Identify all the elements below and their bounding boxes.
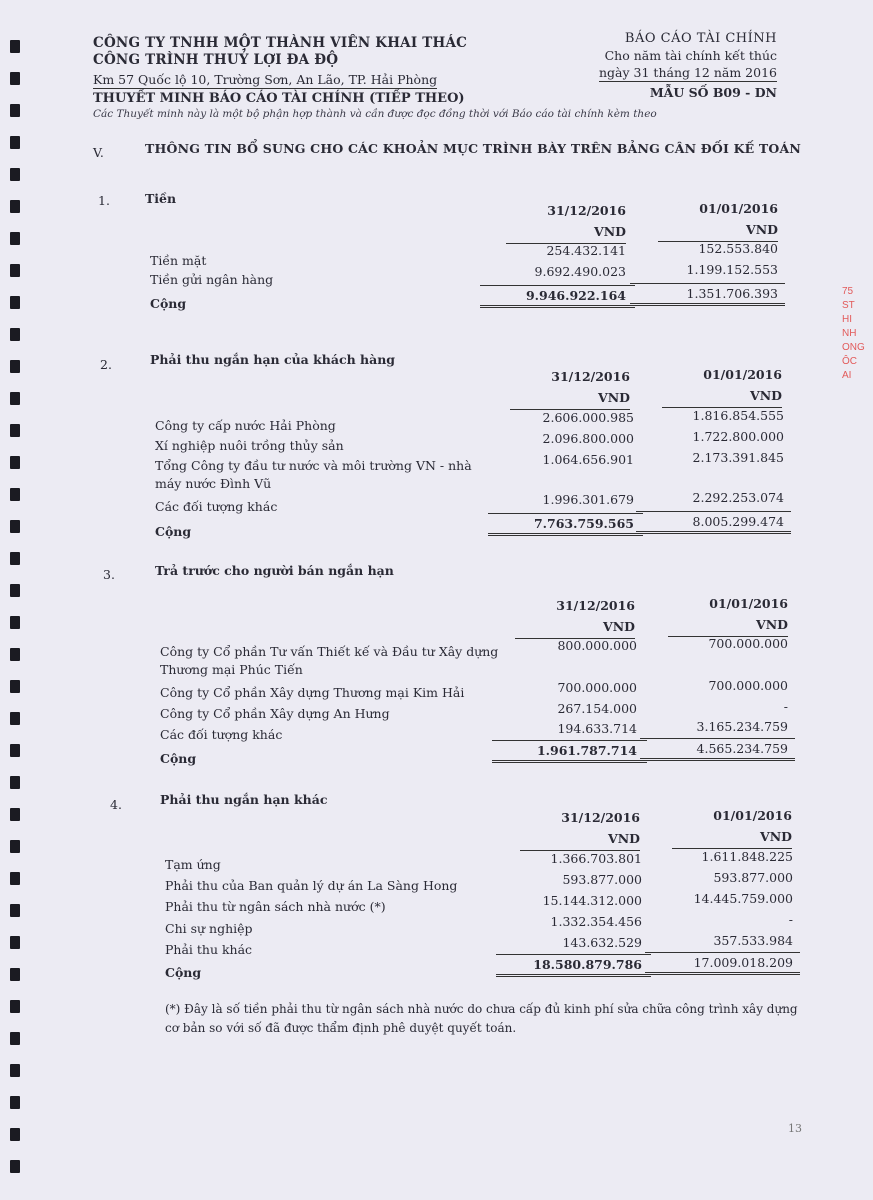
table-number: 1.: [98, 193, 110, 208]
total-label: Cộng: [160, 751, 197, 766]
table-cell-prior: 1.816.854.555: [692, 408, 784, 423]
column-header-current: [510, 366, 630, 410]
binding-hole: [10, 392, 20, 405]
current-date: 31/12/2016: [551, 369, 630, 384]
table-title: Phải thu ngắn hạn của khách hàng: [150, 352, 396, 367]
red-stamp-fragment: [842, 285, 873, 445]
table-cell-prior: 700.000.000: [708, 678, 788, 693]
table-row-label: Phải thu từ ngân sách nhà nước (*): [165, 899, 386, 914]
spiral-binding: [0, 0, 40, 1200]
stamp-text: ST: [842, 300, 855, 311]
binding-hole: [10, 1128, 20, 1141]
binding-hole: [10, 488, 20, 501]
table-row-label: Tiền mặt: [150, 253, 207, 268]
binding-hole: [10, 1096, 20, 1109]
subtotal-line: [640, 738, 795, 739]
currency-label: VND: [668, 614, 788, 637]
table-cell-prior: 2.292.253.074: [692, 490, 784, 505]
total-double-line: [496, 974, 651, 977]
binding-hole: [10, 1032, 20, 1045]
company-address: Km 57 Quốc lộ 10, Trường Sơn, An Lão, TP. Hải Phòng: [93, 72, 438, 87]
report-title: BÁO CÁO TÀI CHÍNH: [624, 31, 777, 46]
binding-hole: [10, 200, 20, 213]
prior-date: 01/01/2016: [703, 367, 782, 382]
table-row-label: Công ty cấp nước Hải Phòng: [155, 418, 336, 433]
total-double-line: [636, 531, 791, 534]
table-cell-current: 2.606.000.985: [542, 410, 634, 425]
table-cell-current: 1.064.656.901: [542, 452, 634, 467]
binding-hole: [10, 1160, 20, 1173]
table-row-label: Phải thu khác: [165, 942, 253, 957]
binding-hole: [10, 840, 20, 853]
currency-label: VND: [506, 221, 626, 244]
total-prior: 4.565.234.759: [696, 741, 788, 756]
current-date: 31/12/2016: [547, 203, 626, 218]
total-double-line: [640, 758, 795, 761]
binding-hole: [10, 968, 20, 981]
total-label: Cộng: [165, 965, 202, 980]
header-note: Các Thuyết minh này là một bộ phận hợp thành và cần được đọc đồng thời với Báo cáo tài chính kèm theo: [93, 108, 657, 120]
table-cell-prior: 3.165.234.759: [696, 719, 788, 734]
currency-label: VND: [662, 385, 782, 408]
table-row-label: Công ty Cổ phần Tư vấn Thiết kế và Đầu tư Xây dựng Thương mại Phúc Tiến: [160, 644, 499, 677]
binding-hole: [10, 584, 20, 597]
table-cell-prior: 357.533.984: [713, 933, 793, 948]
table-cell-current: 800.000.000: [557, 638, 637, 653]
column-header-prior: [668, 593, 788, 637]
subtotal-line: [630, 283, 785, 284]
column-header-prior: [662, 364, 782, 408]
page-subtitle: THUYẾT MINH BÁO CÁO TÀI CHÍNH (TIẾP THEO): [93, 91, 465, 106]
table-cell-prior: 14.445.759.000: [693, 891, 793, 906]
table-number: 4.: [110, 797, 122, 812]
table-row-label: Tiền gửi ngân hàng: [150, 272, 274, 287]
binding-hole: [10, 72, 20, 85]
binding-hole: [10, 232, 20, 245]
binding-hole: [10, 456, 20, 469]
total-double-line: [492, 760, 647, 763]
stamp-text: 75: [842, 286, 854, 297]
table-number: 2.: [100, 357, 112, 372]
table-cell-current: 593.877.000: [562, 872, 642, 887]
currency-label: VND: [672, 826, 792, 849]
currency-label: VND: [515, 616, 635, 639]
period-line2: ngày 31 tháng 12 năm 2016: [599, 65, 777, 80]
binding-hole: [10, 872, 20, 885]
company-name-line1: CÔNG TY TNHH MỘT THÀNH VIÊN KHAI THÁC: [93, 35, 468, 51]
table-cell-current: 1.366.703.801: [550, 851, 642, 866]
total-current: 7.763.759.565: [533, 516, 634, 531]
company-name: [93, 35, 467, 69]
binding-hole: [10, 296, 20, 309]
total-prior: 1.351.706.393: [686, 286, 778, 301]
currency-label: VND: [520, 828, 640, 851]
binding-hole: [10, 520, 20, 533]
binding-hole: [10, 680, 20, 693]
table-row-label: Tạm ứng: [165, 857, 221, 872]
table-title: Phải thu ngắn hạn khác: [160, 792, 328, 807]
stamp-text: NH: [842, 328, 857, 339]
stamp-text: ONG: [842, 342, 865, 353]
total-prior: 8.005.299.474: [692, 514, 784, 529]
binding-hole: [10, 616, 20, 629]
table-number: 3.: [103, 567, 115, 582]
binding-hole: [10, 904, 20, 917]
table-row-label: Công ty Cổ phần Xây dựng Thương mại Kim Hải: [160, 685, 465, 700]
total-double-line: [488, 533, 643, 536]
table-cell-current: 9.692.490.023: [534, 264, 626, 279]
currency-label: VND: [658, 219, 778, 242]
total-double-line: [630, 303, 785, 306]
binding-hole: [10, 552, 20, 565]
binding-hole: [10, 168, 20, 181]
binding-hole: [10, 808, 20, 821]
binding-hole: [10, 136, 20, 149]
binding-hole: [10, 424, 20, 437]
subtotal-line: [488, 513, 643, 514]
table-cell-current: 15.144.312.000: [542, 893, 642, 908]
table-row-label: Các đối tượng khác: [160, 727, 283, 742]
subtotal-line: [492, 740, 647, 741]
table-cell-current: 254.432.141: [546, 243, 626, 258]
total-double-line: [645, 972, 800, 975]
table-cell-prior: 1.199.152.553: [686, 262, 778, 277]
total-prior: 17.009.018.209: [693, 955, 793, 970]
form-code: MẪU SỐ B09 - DN: [649, 85, 777, 100]
binding-hole: [10, 776, 20, 789]
column-header-current: [520, 807, 640, 851]
stamp-text: ÔC: [842, 356, 857, 367]
table-row-label: Chi sự nghiệp: [165, 921, 253, 936]
total-label: Cộng: [150, 296, 187, 311]
binding-hole: [10, 264, 20, 277]
binding-hole: [10, 328, 20, 341]
page-number: 13: [788, 1122, 802, 1135]
section-number: V.: [93, 145, 104, 160]
table-cell-prior: 152.553.840: [698, 241, 778, 256]
binding-hole: [10, 648, 20, 661]
total-label: Cộng: [155, 524, 192, 539]
section-title: THÔNG TIN BỔ SUNG CHO CÁC KHOẢN MỤC TRÌNH BÀY TRÊN BẢNG CÂN ĐỐI KẾ TOÁN: [145, 141, 802, 156]
table-cell-current: 194.633.714: [557, 721, 637, 736]
column-header-current: [515, 595, 635, 639]
period-line1: Cho năm tài chính kết thúc: [604, 48, 777, 63]
company-name-line2: CÔNG TRÌNH THUỶ LỢI ĐA ĐỘ: [93, 52, 339, 68]
table-title: Trả trước cho người bán ngắn hạn: [155, 563, 394, 578]
table-row-label: Phải thu của Ban quản lý dự án La Sàng Hong: [165, 878, 458, 893]
table-cell-current: 2.096.800.000: [542, 431, 634, 446]
table-cell-prior: 700.000.000: [708, 636, 788, 651]
prior-date: 01/01/2016: [713, 808, 792, 823]
table-cell-prior: 2.173.391.845: [692, 450, 784, 465]
table-row-label: Các đối tượng khác: [155, 499, 278, 514]
total-current: 9.946.922.164: [525, 288, 626, 303]
table-cell-prior: 1.611.848.225: [701, 849, 793, 864]
table-cell-current: 1.996.301.679: [542, 492, 634, 507]
table-cell-prior: -: [783, 699, 788, 714]
total-current: 18.580.879.786: [533, 957, 642, 972]
table-title: Tiền: [145, 191, 177, 206]
currency-label: VND: [510, 387, 630, 410]
table-row-label: Tổng Công ty đầu tư nước và môi trường VN - nhà máy nước Đình Vũ: [155, 458, 472, 491]
subtotal-line: [496, 954, 651, 955]
table-cell-current: 267.154.000: [557, 701, 637, 716]
prior-date: 01/01/2016: [699, 201, 778, 216]
binding-hole: [10, 1064, 20, 1077]
binding-hole: [10, 1000, 20, 1013]
binding-hole: [10, 360, 20, 373]
report-title-block: [599, 30, 777, 82]
current-date: 31/12/2016: [556, 598, 635, 613]
subtotal-line: [480, 285, 635, 286]
table-cell-prior: 1.722.800.000: [692, 429, 784, 444]
subtotal-line: [645, 952, 800, 953]
table-cell-prior: -: [788, 912, 793, 927]
subtotal-line: [636, 511, 791, 512]
table-cell-current: 1.332.354.456: [550, 914, 642, 929]
binding-hole: [10, 40, 20, 53]
column-header-current: [506, 200, 626, 244]
binding-hole: [10, 712, 20, 725]
prior-date: 01/01/2016: [709, 596, 788, 611]
total-current: 1.961.787.714: [536, 743, 637, 758]
binding-hole: [10, 744, 20, 757]
current-date: 31/12/2016: [561, 810, 640, 825]
table-row-label: Xí nghiệp nuôi trồng thủy sản: [155, 438, 344, 453]
table-cell-current: 700.000.000: [557, 680, 637, 695]
total-double-line: [480, 305, 635, 308]
table-row-label: Công ty Cổ phần Xây dựng An Hưng: [160, 706, 390, 721]
table-cell-current: 143.632.529: [562, 935, 642, 950]
stamp-text: AI: [842, 370, 852, 381]
column-header-prior: [672, 805, 792, 849]
footnote: (*) Đây là số tiền phải thu từ ngân sách nhà nước do chưa cấp đủ kinh phí sửa chữa công trình xây dựng cơ bản so với số đã được thẩm định phê duyệt quyết toán.: [165, 1002, 798, 1035]
column-header-prior: [658, 198, 778, 242]
table-cell-prior: 593.877.000: [713, 870, 793, 885]
binding-hole: [10, 936, 20, 949]
binding-hole: [10, 104, 20, 117]
stamp-text: HI: [842, 314, 852, 325]
